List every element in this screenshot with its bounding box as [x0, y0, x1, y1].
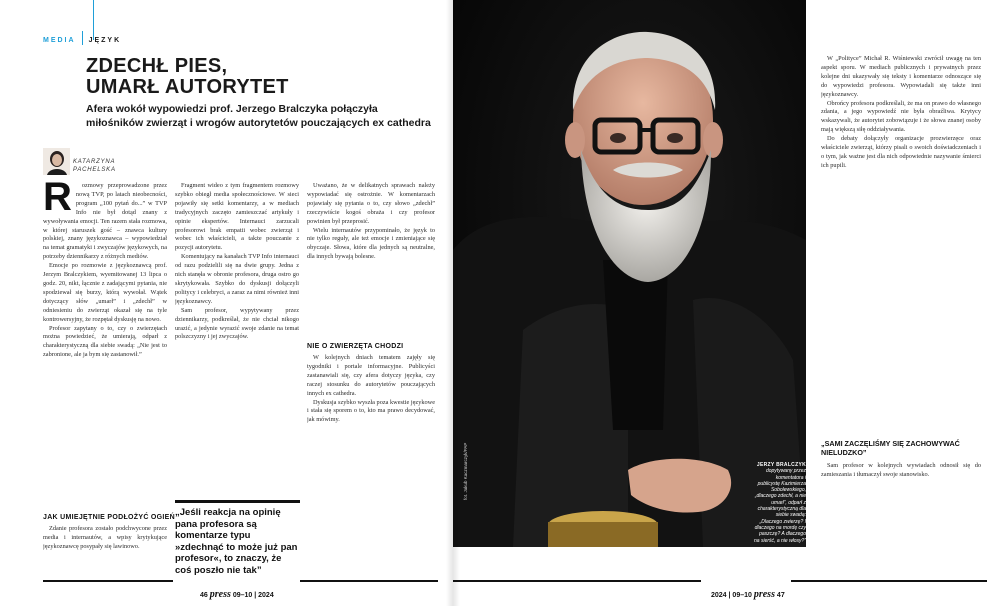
author-name [73, 158, 116, 174]
caption-name: JERZY BRALCZYK [756, 462, 806, 468]
headline-line-2: UMARŁ AUTORYTET [86, 76, 289, 98]
body-paragraph: W „Polityce” Michał R. Wiśniewski zwrócił uwagę na ten aspekt sporu. W mediach publicznych i prywatnych przez kolejne dni ukazywały się teksty i komentarze odnoszące się do wypowiedzi profesora. Wypowiadali się także inni językoznawcy. [821, 55, 981, 98]
body-paragraph: Sam profesor w kolejnych wywiadach odnosił się do zamieszania i tłumaczył swoje stanowisko. [821, 462, 981, 478]
footer-rule [453, 580, 701, 582]
text-column-4 [821, 55, 981, 432]
pull-quote-rule [175, 500, 300, 503]
body-paragraph: Fragment wideo z tym fragmentem rozmowy szybko obiegł media społecznościowe. W sieci pojawiły się setki komentarzy, a w mediach tradycyjnych zaczęto zamieszczać artykuły i opinie ekspertów. Internauci zarzucali profesorowi brak empatii wobec zwierząt i wobec ich właścicieli, a także pouczanie z pozycji autorytetu. [175, 182, 299, 252]
photo-credit: fot. Jakub Kaczmarczyk/PAP [463, 442, 468, 500]
headline-line-1: ZDECHŁ PIES, [86, 55, 228, 77]
left-folio [200, 589, 274, 600]
text-column-1b [43, 525, 167, 575]
body-paragraph: Zdanie profesora zostało podchwycone przez media i internautów, a wpisy krytykujące językoznawcę posypały się lawinowo. [43, 525, 167, 550]
author-last-name: PACHELSKA [73, 167, 116, 173]
text-column-3b [307, 354, 435, 576]
text-column-3 [307, 182, 435, 340]
subhead: JAK UMIEJĘTNIE PODŁOŻYĆ OGIEŃ [43, 514, 175, 521]
footer-rule [43, 580, 173, 582]
subhead: „SAMI ZACZĘLIŚMY SIĘ ZACHOWYWAĆ NIELUDZKO” [821, 439, 960, 457]
footer-rule [791, 580, 987, 582]
subhead: NIE O ZWIERZĘTA CHODZI [307, 343, 404, 350]
drop-cap: R [43, 182, 72, 219]
magazine-brand: press [753, 589, 775, 600]
text-column-1 [43, 182, 167, 504]
caption-body: dopytywany przez komentatora i publicystę Kazimierza Sobolewskiego, „dlaczego zdechł, a nie umarł”, odparł z charakterystyczną dla siebie swadą: „Dlaczego zwierzę? I dlaczego na mordę czy paszczę? A dlaczego na sierść, a nie włosy?” [754, 468, 806, 544]
body-paragraph: Emocje po rozmowie z językoznawcą prof. Jerzym Bralczykiem, wyemitowanej 13 lipca o godz. 20, nikt, łącznie z zadającymi pytania, nie spodziewał się burzy, którą wywołał. Wątek dotyczący słów „umarł” i „zdechł” w odniesieniu do zwierząt okazał się na tyle kontrowersyjny, że rozpętał dyskusję na nowo. [43, 262, 167, 323]
magazine-brand: press [209, 589, 231, 600]
author-byline [43, 148, 163, 178]
body-paragraph: Do debaty dołączyły organizacje prozwierzęce oraz właściciele zwierząt, którzy pisali o swoich doświadczeniach i o tym, jak ważne jest dla nich odpowiednie nazywanie śmierci ich pupili. [821, 135, 981, 169]
text-column-2 [175, 182, 299, 492]
body-paragraph: W kolejnych dniach tematem zajęły się tygodniki i portale informacyjne. Publicyści zastanawiali się, czy afera dotyczy języka, czy raczej stosunku do autorytetów pouczających innych ex cathedra. [307, 354, 435, 397]
issue-number: 2024 | 09–10 [711, 592, 752, 599]
right-folio [711, 589, 785, 600]
pull-quote-text: „Jeśli reakcja na opinię pana profesora są komentarze typu »zdechnąć to może już pan profesor«, to znaczy, że coś poszło nie tak” [175, 507, 298, 576]
body-paragraph: Dyskusja szybko wyszła poza kwestie językowe i stała się sporem o to, kto ma prawo decydować, jak mówimy. [307, 398, 435, 424]
page-gutter [446, 0, 460, 606]
article-headline [86, 56, 386, 98]
author-first-name: KATARZYNA [73, 159, 116, 165]
right-page [453, 0, 992, 606]
issue-number: 09–10 | 2024 [232, 592, 274, 599]
page-number: 46 [200, 592, 208, 599]
body-paragraph: ozmowy przeprowadzone przez nową TVP, po latach nieobecności, program „100 pytań do...” w TVP Info nie był dotąd znany z wywoływania emocji. Ten razem stała rozmowa, w której staruszek gość – znawca kultury polskiej, znany językoznawca – wypowiedział na temat gramatyki i zwyczajów językowych, na potrzeby dziennikarzy z różnych mediów. [43, 182, 167, 261]
left-page [0, 0, 453, 606]
body-paragraph: Uważano, że w delikatnych sprawach należy wypowiadać się ostrożnie. W komentarzach pojawiały się pytania o to, czy słowo „zdechł” rzeczywiście kogoś obraża i czy profesor powinien był przeprosić. [307, 182, 435, 225]
page-number: 47 [776, 592, 785, 599]
footer-rule [300, 580, 438, 582]
text-column-4b [821, 462, 981, 574]
author-avatar [43, 148, 70, 175]
body-paragraph: Obrońcy profesora podkreślali, że ma on prawo do własnego zdania, a jego wypowiedź nie była obraźliwa. Krytycy wskazywali, że autorytet zobowiązuje i że słowa znanej osoby mają większą siłę oddziaływania. [821, 99, 981, 134]
section-tag [43, 31, 121, 45]
body-paragraph: Profesor zapytany o to, czy o zwierzętach można powiedzieć, że umierają, odparł z charakterystyczną dla siebie swadą: „Nie jest to zabronione, ale ja bym się zastanowił.” [43, 324, 167, 359]
body-paragraph: Komentujący na kanałach TVP Info internauci od razu podzielili się na dwie grupy. Jedna z nich stanęła w obronie profesora, druga ostro go skrytykowała. Szybko do dyskusji dołączyli politycy i celebryci, a zaraz za nimi również inni językoznawcy. [175, 253, 299, 305]
pull-quote [175, 500, 300, 576]
body-paragraph: Sam profesor, wypytywany przez dziennikarzy, podkreślał, że nie chciał nikogo urazić, a jedynie wyrazić swoje zdanie na temat polszczyzny i jej zwyczajów. [175, 306, 299, 341]
photo-caption [754, 462, 806, 544]
article-lead: Afera wokół wypowiedzi prof. Jerzego Bralczyka połączyła miłośników zwierząt i wrogów autorytetów pouczających ex cathedra [86, 103, 431, 129]
body-paragraph: Wielu internautów przypominało, że język to nie tylko reguły, ale też emocje i zmieniające się obyczaje. Słowa, które dla jednych są neutralne, dla innych bywają bolesne. [307, 226, 435, 261]
section-topic: JĘZYK [88, 37, 122, 44]
section-category: MEDIA [43, 37, 76, 44]
